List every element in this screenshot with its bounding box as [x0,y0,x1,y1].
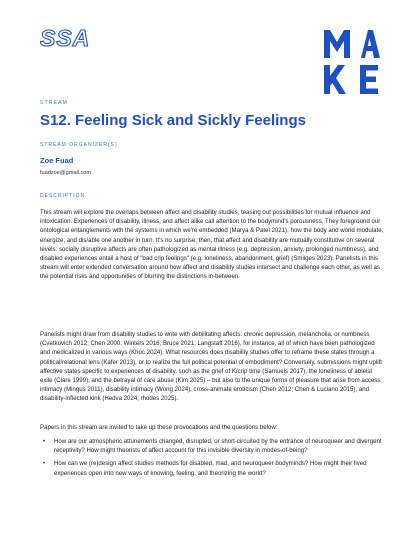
question-text: How are our atmospheric attunements changed, disrupted, or short-circuited by the entrance of neuroqueer and divergent receptivity? How might theorists of affect account for this invisible diversity in modes-of-being? [54,438,382,455]
stream-label: STREAM [40,100,69,106]
question-text: How can we (re)design affect studies methods for disabled, mad, and neuroqueer bodyminds? How might their lived experiences open into new ways of knowing, feeling, and theorizing the world? [54,460,367,477]
page-title: S12. Feeling Sick and Sickly Feelings [40,112,306,129]
organizer-name: Zoe Fuad [40,156,74,165]
list-item [40,459,384,477]
bullet-icon: • [43,438,46,445]
svg-text:SSA: SSA [40,27,91,49]
organizer-email[interactable]: fuadzoe@gmail.com [40,170,92,176]
description-label: DESCRIPTION [40,193,86,199]
questions-list [40,437,384,482]
description-paragraph: Panelists might draw from disability studies to write with debilitating affects: chronic depression, melancholia, or numbness (Cvetkovich 2012; Chen 2000; Winters 2016; Bruce 2021; Langstaff 2016), for instance, all of which have been pathologized and medicalized in various ways (Khúc 2024). What resources does disability studies offer to reframe these states through a political/relational lens (Kafer 2013), or to realize the full political potential of embodiment? Conversely, submissions might uplift affective states specific to experiences of disability, such as the grief of K/crip time (Samuels 2017), the loneliness of ableist exile (Clare 1999), and the betrayal of care abuse (Kim 2025) – but also to the unique forms of pleasure that arise from access intimacy (Mingus 2011), disability intimacy (Wong 2024), cross-animate eroticism (Chen 2012; Chen & Luciano 2015), and disability-inflected kink (Hedva 2024; rhodes 2025). [40,331,382,403]
description-paragraph: This stream will explore the overlaps between affect and disability studies, teasing out possibilities for mutual influence and intoxication. Experiences of disability, illness, and affect alike call attention to the bodymind's porousness. They foreground our ontological entanglements with the systems in which we're embedded (Marya & Patel 2021); how the body and world modulate, energize, and dis/able one another in turn. It's no surprise, then, that affect and disability are mutually constitutive on several levels: socially disruptive affects are often pathologized as mental illness (e.g. depression, anxiety, prolonged numbness), and disabled experiences entail a host of "bad crip feelings" (e.g. loneliness, abandonment, grief) (Smilges 2023). Panelists in this stream will enter extended conversation around how affect and disability studies intersect and challenge each other, as well as the potential risks and opportunities of blurring the distinctions in-between. [40,209,384,281]
make-logo [322,28,380,96]
bullet-icon: • [43,460,46,468]
list-item [40,437,384,455]
organizers-label: STREAM ORGANIZER(S) [40,142,118,148]
ssa-logo [40,27,98,49]
description-paragraph: Papers in this stream are invited to take up these provocations and the questions below: [40,424,278,431]
